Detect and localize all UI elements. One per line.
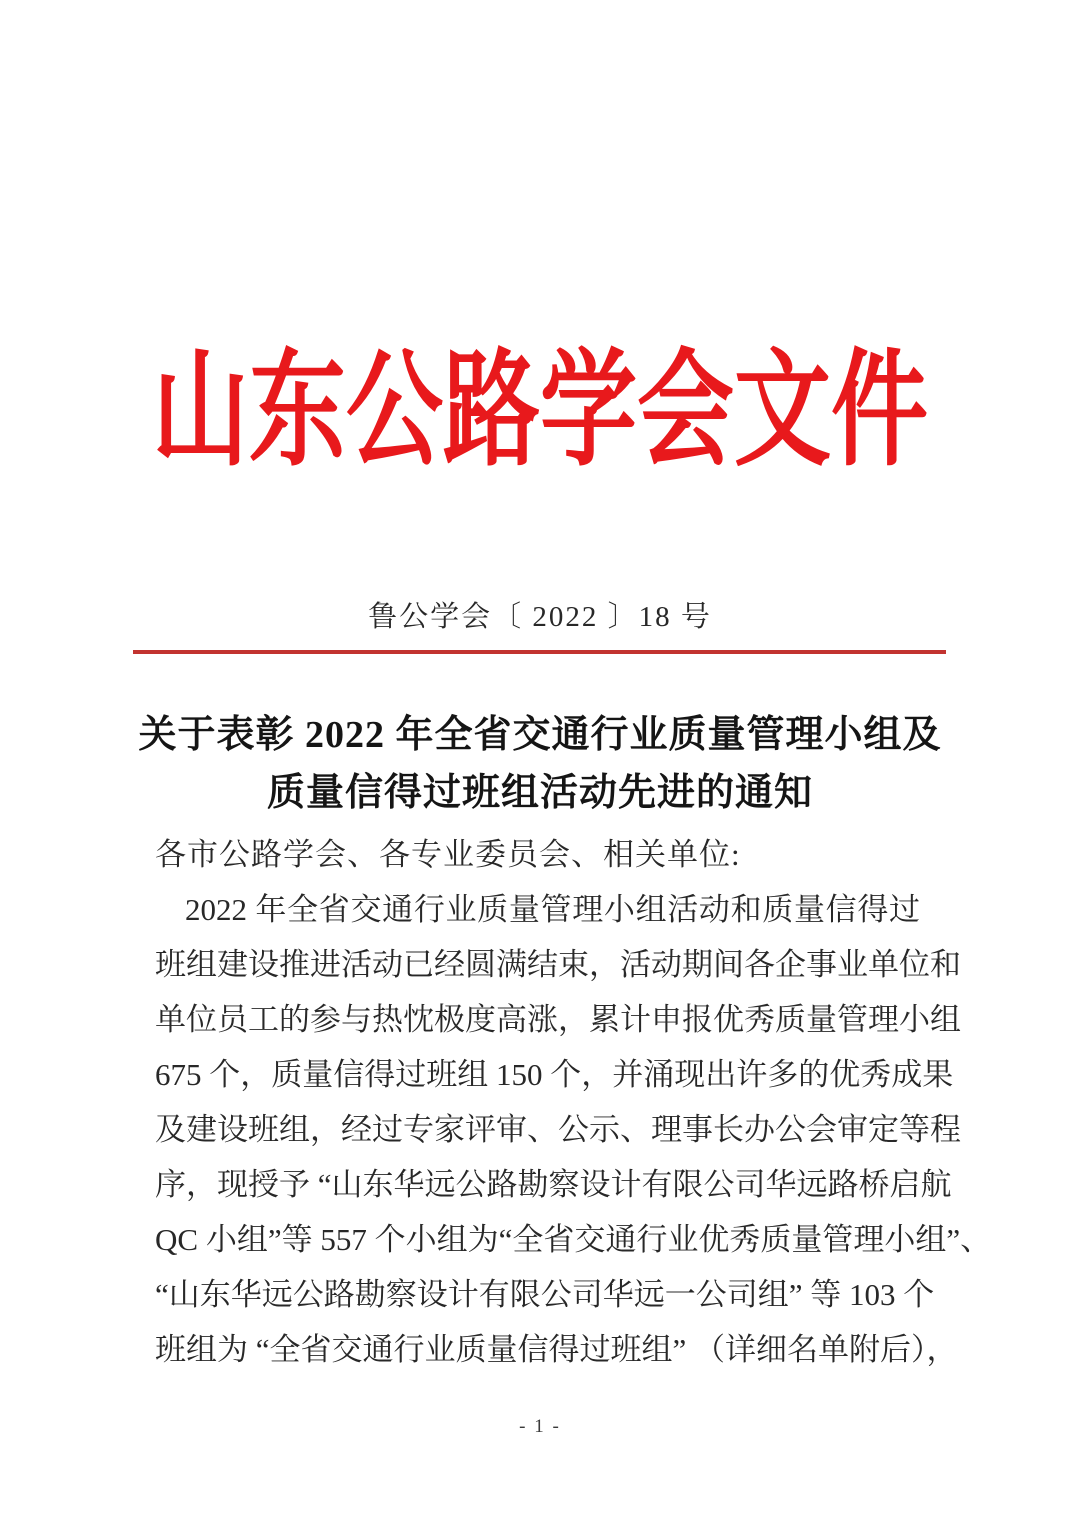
body-line-9: 班组为 “全省交通行业质量信得过班组” （详细名单附后），: [155, 1332, 958, 1367]
body-line-5: 及建设班组，经过专家评审、公示、理事长办公会审定等程: [155, 1112, 961, 1147]
red-separator-line: [133, 650, 946, 654]
masthead-title: 山东公路学会文件: [152, 341, 928, 481]
body-line-6: 序，现授予 “山东华远公路勘察设计有限公司华远路桥启航: [155, 1167, 952, 1202]
salutation-line: 各市公路学会、各专业委员会、相关单位:: [155, 837, 741, 872]
notice-title: [0, 706, 1080, 822]
notice-title-line1: 关于表彰 2022 年全省交通行业质量管理小组及: [138, 714, 942, 756]
body-line-7: QC 小组”等 557 个小组为“全省交通行业优秀质量管理小组”、: [155, 1222, 992, 1257]
body-paragraph: [155, 882, 992, 1377]
notice-title-line2: 质量信得过班组活动先进的通知: [266, 772, 813, 814]
body-line-2: 班组建设推进活动已经圆满结束，活动期间各企事业单位和: [155, 947, 961, 982]
body-line-4: 675 个，质量信得过班组 150 个，并涌现出许多的优秀成果: [155, 1057, 954, 1092]
body-line-8: “山东华远公路勘察设计有限公司华远一公司组” 等 103 个: [155, 1277, 935, 1312]
doc-number: 鲁公学会〔 2022 〕18 号: [368, 601, 712, 633]
body-line-3: 单位员工的参与热忱极度高涨，累计申报优秀质量管理小组: [155, 1002, 961, 1037]
page-number: - 1 -: [519, 1416, 561, 1437]
body-line-1: 2022 年全省交通行业质量管理小组活动和质量信得过: [185, 892, 920, 927]
